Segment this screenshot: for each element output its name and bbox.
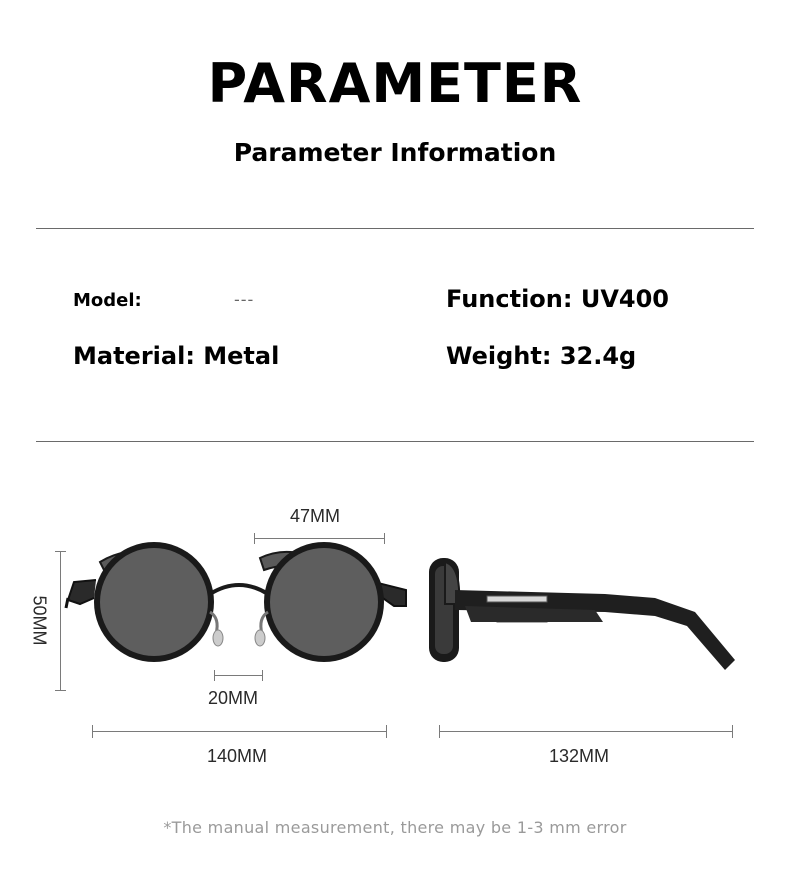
lens-height-label: 50MM [29,595,50,646]
frame-width-tick-right [386,725,387,738]
temple-length-tick-left [439,725,440,738]
model-label: Model: [73,290,142,311]
sunglasses-front-image [60,540,420,680]
frame-width-tick-left [92,725,93,738]
lens-width-line [254,538,384,539]
function-spec: Function: UV400 [446,285,669,313]
measurement-note: *The manual measurement, there may be 1-3 mm error [163,818,627,837]
lens-width-tick-left [254,533,255,544]
bridge-label: 20MM [208,688,259,708]
bridge-tick-right [262,670,263,681]
bridge-tick-left [214,670,215,681]
frame-width-line [92,731,386,732]
bottom-divider [36,441,754,442]
material-spec: Material: Metal [73,342,280,370]
temple-length-label: 132MM [549,746,610,766]
sunglasses-side-image [425,548,745,678]
lens-height-line [60,551,61,691]
lens-height-tick-top [55,551,66,552]
lens-width-tick-right [384,533,385,544]
page-title: PARAMETER [207,52,583,115]
temple-length-line [439,731,732,732]
lens-width-label: 47MM [290,506,341,526]
model-value: --- [234,290,255,309]
weight-spec: Weight: 32.4g [446,342,637,370]
temple-length-tick-right [732,725,733,738]
lens-height-tick-bottom [55,690,66,691]
bridge-line [214,675,262,676]
top-divider [36,228,754,229]
frame-width-label: 140MM [207,746,268,766]
page-subtitle: Parameter Information [233,138,557,167]
